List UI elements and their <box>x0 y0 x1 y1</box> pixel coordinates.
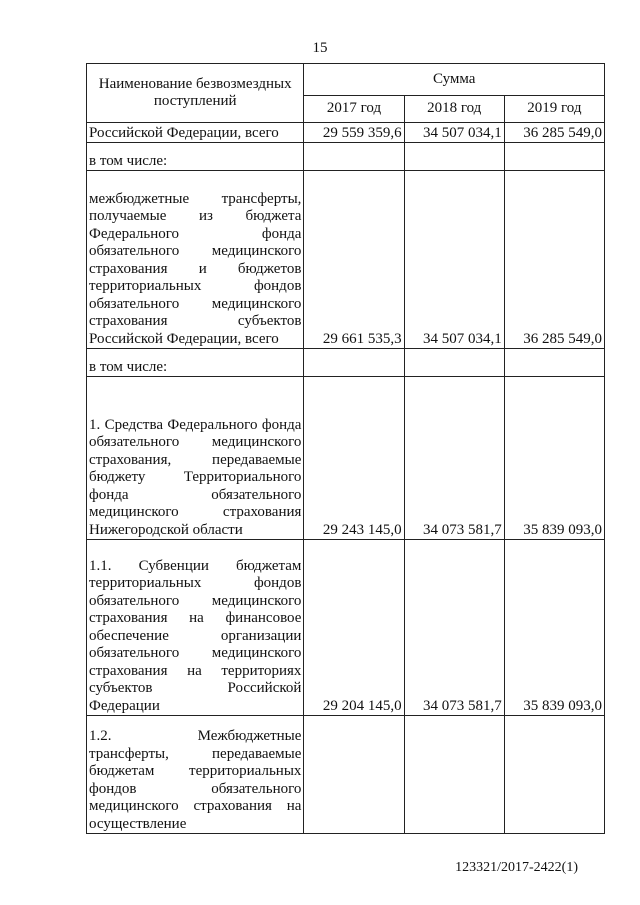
row-value-2017: 29 559 359,6 <box>304 123 404 143</box>
header-year-2017: 2017 год <box>304 96 404 123</box>
row-name: межбюджетные трансферты, получаемые из бюджета Федерального фонда обязательного медицинского страхования и бюджетов территориальных фондов обязательного медицинского страхования субъектов Российской Федерации, всего <box>87 171 304 349</box>
row-value-2017 <box>304 143 404 171</box>
table-row <box>87 349 605 377</box>
row-value-2019: 35 839 093,0 <box>504 377 604 540</box>
row-value-2019: 36 285 549,0 <box>504 171 604 349</box>
row-value-2017 <box>304 349 404 377</box>
table-row <box>87 143 605 171</box>
row-value-2019 <box>504 716 604 834</box>
row-value-2017: 29 243 145,0 <box>304 377 404 540</box>
row-value-2017 <box>304 716 404 834</box>
page-number: 15 <box>312 40 328 56</box>
row-name: в том числе: <box>87 143 304 171</box>
row-value-2018: 34 507 034,1 <box>404 123 504 143</box>
row-value-2019 <box>504 349 604 377</box>
document-code: 123321/2017-2422(1) <box>455 860 578 875</box>
table-row <box>87 123 605 143</box>
table-row <box>87 377 605 540</box>
row-value-2019: 35 839 093,0 <box>504 540 604 716</box>
header-name-cell: Наименование безвозмездных поступлений <box>87 64 304 123</box>
table-row <box>87 171 605 349</box>
row-name: в том числе: <box>87 349 304 377</box>
row-name: 1.2. Межбюджетные трансферты, передаваемые бюджетам территориальных фондов обязательного медицинского страхования на осуществление <box>87 716 304 834</box>
table-header-row <box>87 64 605 96</box>
row-value-2018: 34 073 581,7 <box>404 377 504 540</box>
row-value-2017: 29 661 535,3 <box>304 171 404 349</box>
row-value-2019 <box>504 143 604 171</box>
row-value-2018 <box>404 349 504 377</box>
header-year-2019: 2019 год <box>504 96 604 123</box>
row-name: 1. Средства Федерального фонда обязательного медицинского страхования, передаваемые бюджету Территориального фонда обязательного медицинского страхования Нижегородской области <box>87 377 304 540</box>
row-value-2018: 34 507 034,1 <box>404 171 504 349</box>
row-name: Российской Федерации, всего <box>87 123 304 143</box>
row-value-2017: 29 204 145,0 <box>304 540 404 716</box>
header-year-2018: 2018 год <box>404 96 504 123</box>
row-value-2018 <box>404 716 504 834</box>
row-value-2018: 34 073 581,7 <box>404 540 504 716</box>
header-sum-cell: Сумма <box>304 64 605 96</box>
row-value-2019: 36 285 549,0 <box>504 123 604 143</box>
row-value-2018 <box>404 143 504 171</box>
budget-table <box>86 63 605 834</box>
table-row <box>87 540 605 716</box>
row-name: 1.1. Субвенции бюджетам территориальных фондов обязательного медицинского страхования на финансовое обеспечение организации обязательного медицинского страхования на территориях субъектов Российской Федерации <box>87 540 304 716</box>
table-row <box>87 716 605 834</box>
